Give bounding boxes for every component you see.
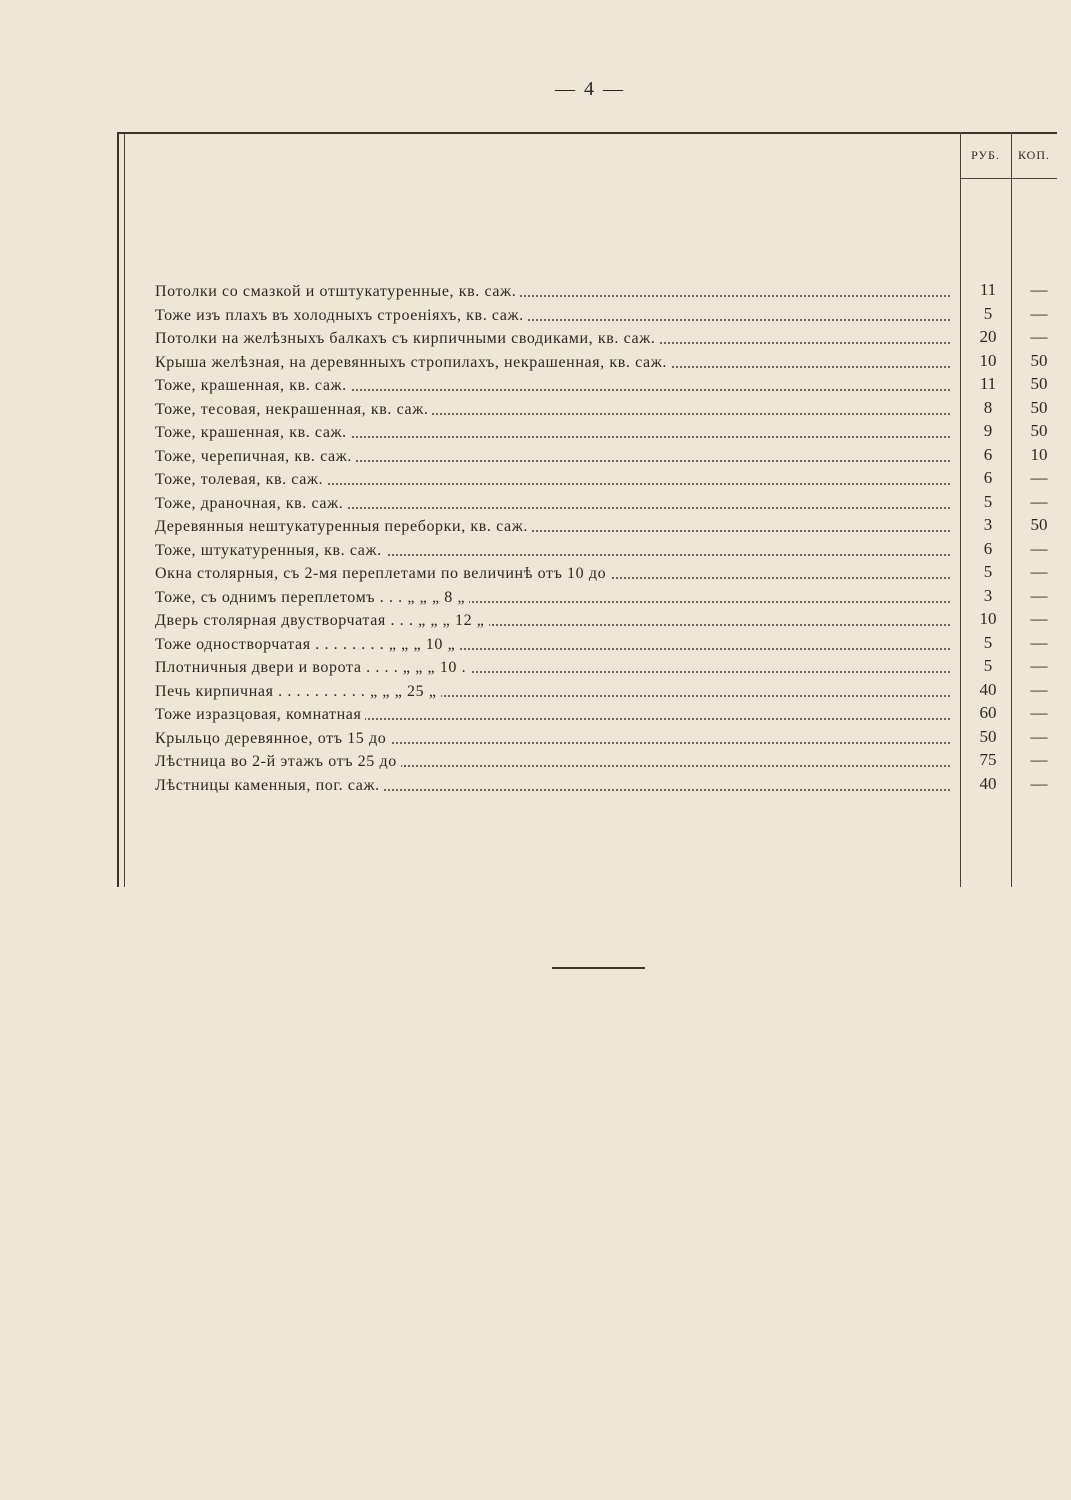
item-label: Потолки со смазкой и отштукатуренные, кв. саж. — [155, 283, 520, 300]
price-rub: 3 — [983, 515, 993, 534]
item-label: Крыльцо деревянное, отъ 15 до — [155, 730, 390, 747]
item-label: Тоже, черепичная, кв. саж. — [155, 448, 356, 465]
table-row — [155, 280, 1060, 304]
price-kop: 10 — [1030, 444, 1048, 464]
item-description — [155, 777, 950, 795]
price-kop: 50 — [1030, 374, 1048, 393]
item-label: Тоже изъ плахъ въ холодныхъ строеніяхъ, кв. саж. — [155, 307, 528, 324]
price-kop: — — [1030, 327, 1048, 346]
page-number: — 4 — — [555, 78, 625, 100]
price-rub: 8 — [983, 397, 993, 417]
price-rub: 3 — [983, 585, 993, 605]
table-row — [155, 656, 1060, 680]
item-description — [155, 589, 950, 607]
item-description — [155, 706, 950, 724]
item-description — [155, 659, 950, 677]
item-label: Тоже, съ однимъ переплетомъ . . . „ „ „ 8 „ — [155, 589, 469, 606]
price-kop: — — [1030, 609, 1048, 628]
item-description — [155, 354, 950, 372]
price-kop: — — [1030, 538, 1048, 558]
table-row — [155, 398, 1060, 422]
end-rule — [552, 967, 645, 969]
price-rub: 50 — [979, 726, 997, 746]
item-label: Печь кирпичная . . . . . . . . . . „ „ „ 25 „ — [155, 683, 441, 700]
item-description — [155, 471, 950, 489]
price-kop: 50 — [1030, 421, 1048, 440]
item-label: Тоже изразцовая, комнатная — [155, 706, 365, 723]
item-label: Тоже, крашенная, кв. саж. — [155, 377, 351, 394]
table-row — [155, 562, 1060, 586]
price-kop: — — [1030, 491, 1048, 511]
price-rub: 6 — [983, 538, 993, 558]
item-description — [155, 330, 950, 348]
price-kop: 50 — [1030, 515, 1048, 534]
table-row — [155, 351, 1060, 375]
table-row — [155, 633, 1060, 657]
item-label: Тоже, драночная, кв. саж. — [155, 495, 347, 512]
item-description — [155, 636, 950, 654]
price-kop: — — [1030, 656, 1048, 675]
item-description — [155, 730, 950, 748]
item-label: Тоже, штукатуренныя, кв. саж. — [155, 542, 386, 559]
item-label: Тоже, тесовая, некрашенная, кв. саж. — [155, 401, 432, 418]
left-rule — [117, 132, 119, 887]
item-description — [155, 448, 950, 466]
price-list — [155, 280, 1060, 797]
price-rub: 5 — [983, 632, 993, 652]
item-label: Потолки на желѣзныхъ балкахъ съ кирпичными сводиками, кв. саж. — [155, 330, 659, 347]
price-kop: — — [1030, 726, 1048, 746]
item-label: Деревянныя нештукатуренныя переборки, кв. саж. — [155, 518, 532, 535]
item-description — [155, 683, 950, 701]
item-description — [155, 518, 950, 536]
top-rule — [117, 132, 1057, 134]
item-label: Плотничныя двери и ворота . . . . „ „ „ 10 . — [155, 659, 470, 676]
table-row — [155, 680, 1060, 704]
price-rub: 60 — [979, 703, 997, 722]
table-row — [155, 774, 1060, 798]
price-kop: — — [1030, 679, 1048, 699]
price-rub: 11 — [979, 280, 997, 299]
price-kop: — — [1030, 750, 1048, 769]
table-row — [155, 492, 1060, 516]
table-row — [155, 304, 1060, 328]
item-description — [155, 565, 950, 583]
item-description — [155, 542, 950, 560]
price-rub: 11 — [979, 374, 997, 393]
price-rub: 9 — [983, 421, 993, 440]
table-row — [155, 515, 1060, 539]
item-description — [155, 424, 950, 442]
item-label: Тоже одностворчатая . . . . . . . . „ „ „ 10 „ — [155, 636, 459, 653]
table-row — [155, 727, 1060, 751]
table-row — [155, 586, 1060, 610]
price-rub: 10 — [979, 609, 997, 628]
item-label: Лѣстницы каменныя, пог. саж. — [155, 777, 384, 794]
item-description — [155, 283, 950, 301]
price-rub: 40 — [979, 679, 997, 699]
table-row — [155, 750, 1060, 774]
price-rub: 20 — [979, 327, 997, 346]
item-label: Крыша желѣзная, на деревянныхъ стропилахъ, некрашенная, кв. саж. — [155, 354, 671, 371]
item-label: Окна столярныя, съ 2-мя переплетами по величинѣ отъ 10 до — [155, 565, 610, 582]
price-kop: — — [1030, 773, 1048, 793]
price-rub: 10 — [979, 350, 997, 370]
kop-column-header: КОП. — [1017, 148, 1051, 162]
table-row — [155, 445, 1060, 469]
item-description — [155, 495, 950, 513]
left-rule-inner — [124, 132, 125, 887]
price-rub: 5 — [983, 303, 993, 323]
rub-column-header: РУБ. — [971, 148, 1000, 162]
item-description — [155, 753, 950, 771]
price-kop: 50 — [1030, 397, 1048, 417]
table-row — [155, 374, 1060, 398]
price-rub: 5 — [983, 656, 993, 675]
table-row — [155, 609, 1060, 633]
price-rub: 40 — [979, 773, 997, 793]
price-kop: — — [1030, 632, 1048, 652]
price-kop: — — [1030, 303, 1048, 323]
item-label: Дверь столярная двустворчатая . . . „ „ „ 12 „ — [155, 612, 489, 629]
table-row — [155, 421, 1060, 445]
item-description — [155, 377, 950, 395]
table-row — [155, 468, 1060, 492]
price-rub: 6 — [983, 468, 993, 487]
item-label: Тоже, толевая, кв. саж. — [155, 471, 327, 488]
price-kop: 50 — [1030, 350, 1048, 370]
price-kop: — — [1030, 703, 1048, 722]
table-row — [155, 539, 1060, 563]
price-rub: 6 — [983, 444, 993, 464]
table-row — [155, 703, 1060, 727]
price-rub: 5 — [983, 491, 993, 511]
price-kop: — — [1030, 585, 1048, 605]
header-rule — [960, 178, 1057, 179]
item-description — [155, 612, 950, 630]
price-rub: 5 — [983, 562, 993, 581]
item-description — [155, 401, 950, 419]
price-kop: — — [1030, 468, 1048, 487]
item-description — [155, 307, 950, 325]
item-label: Лѣстница во 2-й этажъ отъ 25 до — [155, 753, 401, 770]
table-row — [155, 327, 1060, 351]
price-kop: — — [1030, 280, 1048, 299]
price-rub: 75 — [979, 750, 997, 769]
price-kop: — — [1030, 562, 1048, 581]
item-label: Тоже, крашенная, кв. саж. — [155, 424, 351, 441]
